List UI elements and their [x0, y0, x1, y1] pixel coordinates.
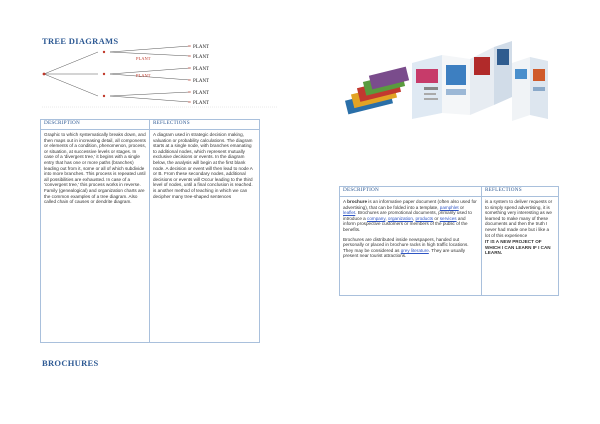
- tree-leaf-label: PLANT: [193, 91, 210, 96]
- tree-leaf-label: PLANT: [193, 101, 210, 106]
- tree-inner-label: PLANT: [136, 73, 151, 78]
- brochure-reflections-header: REFLECTIONS: [482, 187, 559, 197]
- tree-reflections-cell: [150, 130, 260, 343]
- pamphlet-link[interactable]: pamphlet: [439, 204, 459, 210]
- tree-leaf-label: PLANT: [193, 55, 210, 60]
- brochure-reflections-bold: IT IS A NEW PROJECT OF WHICH I CAN LEARN IF I CAN LEARN.: [485, 239, 551, 256]
- brochure-description-header: DESCRIPTION: [340, 187, 482, 197]
- company-link[interactable]: company: [367, 215, 386, 221]
- grey-literature-link[interactable]: grey literature: [400, 247, 429, 253]
- products-link[interactable]: products: [415, 215, 434, 221]
- organization-link[interactable]: organization: [387, 215, 413, 221]
- tree-reflections-header: REFLECTIONS: [150, 120, 260, 130]
- brochure-description-cell: [340, 197, 482, 296]
- tree-leaf-label: PLANT: [193, 45, 210, 50]
- tree-reflections-text: A diagram used in strategic decision making, valuation or probability calculations. The diagram starts at a single node, with branches emanating to additional nodes, which represent mutually exclusive decisions or events. In the diagram below, the analysis will begin at the first blank node. A decision or event will then lead to node A or B. From these secondary nodes, additional decisions or events will Occur leading to the third level of nodes, until a final conclusion is reached. is another method of teaching in which we can decipher many tree-shaped sentences: [153, 132, 253, 199]
- tree-inner-label: PLANT: [136, 56, 151, 61]
- leaflet-link[interactable]: leaflet: [343, 210, 356, 216]
- brochure-reflections-cell: [482, 197, 559, 296]
- brochure-description-paragraph-1: A brochure is an informative paper document (often also used for advertising), that can be folded into a template, pamphlet or leaflet. Brochures are promotional documents, primarily used to introduce a company, organization, products or services and inform prospective customers or members of the public of the benefits.: [343, 199, 477, 232]
- tree-diagrams-table: [40, 119, 260, 343]
- brochure-description-paragraph-2: Brochures are distributed inside newspapers, handed out personally or placed in brochure racks in high traffic locations. They may be considered as grey literature. They are usually present near tourist attractions.: [343, 236, 469, 259]
- tree-diagram-illustration: [40, 40, 280, 108]
- services-link[interactable]: services: [439, 215, 457, 221]
- brochures-photo: [342, 33, 552, 125]
- heading-brochures: BROCHURES: [42, 358, 99, 368]
- tree-description-text: Graphic to which systematically breaks down, and then maps out in increasing detail, all components or elements of a condition, phenomenon, process, or situation, at successive levels or stages. In case of a 'divergent tree,' it begins with a single entry that has one or more paths (branches) leading out from it, some or all of which subdivide into more branches. This process is repeated until all possibilities are exhausted. In case of a 'convergent tree,' this process works in reverse. Family (genealogical) and organization charts are the common examples of a tree diagram. Also called chain of causes or dendrite diagram.: [44, 132, 146, 205]
- tree-description-cell: [41, 130, 150, 343]
- brochures-table: [339, 186, 559, 296]
- tree-description-header: DESCRIPTION: [41, 120, 150, 130]
- tree-leaf-label: PLANT: [193, 67, 210, 72]
- brochure-term: brochure: [347, 199, 368, 204]
- tree-leaf-label: PLANT: [193, 79, 210, 84]
- brochure-reflections-text: is a system to deliver requests or to simply spend advertising, it is something very interesting as we learned to make many of these documents and then the truth I never had made one but i like a lot of this experience: [485, 199, 553, 238]
- heading-tree-diagrams: TREE DIAGRAMS: [42, 36, 119, 46]
